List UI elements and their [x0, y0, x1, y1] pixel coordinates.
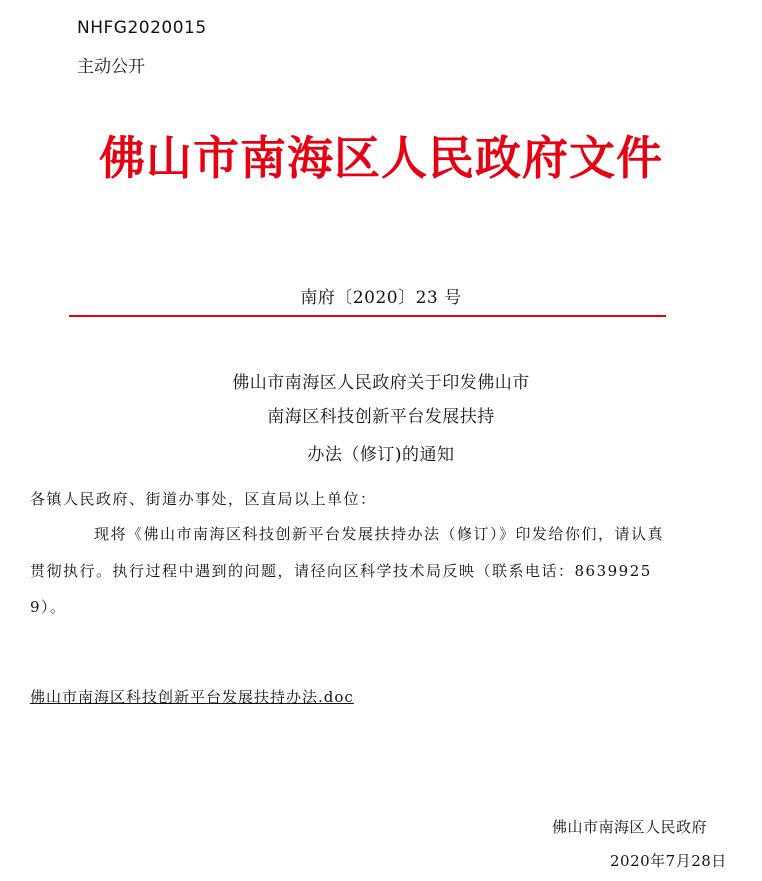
attachment-link[interactable]: 佛山市南海区科技创新平台发展扶持办法.doc: [30, 688, 354, 706]
body-paragraph-line-3: 9）。: [30, 598, 67, 616]
issue-date: 2020年7月28日: [610, 852, 727, 870]
body-paragraph-line-2: 贯彻执行。执行过程中遇到的问题，请径向区科学技术局反映（联系电话：8639925: [30, 562, 652, 580]
document-title-line-3: 办法（修订)的通知: [307, 445, 455, 465]
document-title-line-1: 佛山市南海区人民政府关于印发佛山市: [232, 373, 530, 393]
disclosure-status: 主动公开: [77, 57, 145, 77]
masthead-title: 佛山市南海区人民政府文件: [99, 131, 663, 185]
body-paragraph-line-1: 现将《佛山市南海区科技创新平台发展扶持办法（修订）》印发给你们，请认真: [94, 525, 665, 543]
issuing-authority: 佛山市南海区人民政府: [552, 818, 708, 836]
document-title-line-2: 南海区科技创新平台发展扶持: [267, 407, 495, 427]
salutation: 各镇人民政府、街道办事处，区直局以上单位：: [30, 490, 377, 508]
document-number: 南府〔2020〕23 号: [300, 288, 462, 308]
document-code: NHFG2020015: [77, 18, 207, 38]
masthead-red-rule: [69, 315, 666, 317]
